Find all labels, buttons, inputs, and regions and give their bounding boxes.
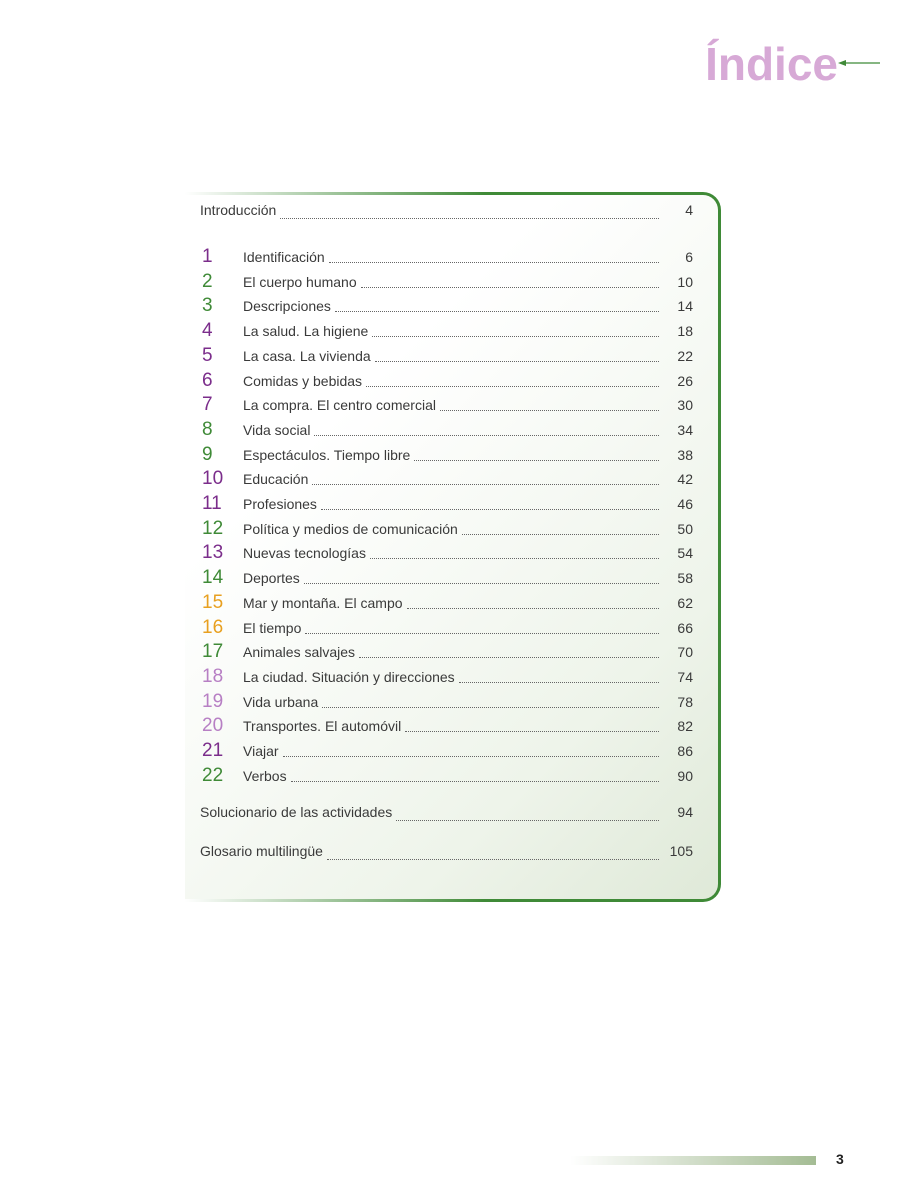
leader-dots (361, 286, 659, 288)
toc-page: 18 (677, 323, 693, 340)
toc-page: 10 (677, 273, 693, 290)
leader-dots (322, 706, 659, 708)
leader-dots (329, 261, 659, 263)
toc-page: 50 (677, 520, 693, 537)
toc-page: 82 (677, 718, 693, 735)
arrow-left-icon (838, 58, 880, 68)
toc-chapter-row[interactable] (200, 740, 693, 762)
chapter-number: 21 (202, 740, 224, 761)
chapter-number: 10 (202, 468, 224, 490)
page-title: Índice (705, 38, 838, 90)
toc-chapter-row[interactable] (200, 641, 693, 663)
leader-dots (414, 459, 659, 461)
toc-chapter-row[interactable] (200, 617, 693, 639)
toc-chapter-row[interactable] (200, 320, 693, 342)
chapter-number: 19 (202, 690, 224, 712)
chapter-number: 16 (202, 616, 224, 638)
toc-page: 86 (677, 743, 693, 759)
toc-intro[interactable] (200, 202, 693, 224)
toc-label: El cuerpo humano (243, 273, 357, 290)
toc-label: Vida social (243, 421, 311, 438)
chapter-number: 13 (202, 542, 224, 564)
toc-chapter-row[interactable] (200, 518, 693, 540)
chapter-number: 11 (202, 493, 222, 514)
toc-page: 14 (677, 298, 693, 315)
toc-chapter-row[interactable] (200, 493, 693, 515)
toc-chapter-row[interactable] (200, 715, 693, 737)
panel-fade-bottom (185, 899, 485, 902)
panel-fade-top (185, 192, 485, 195)
leader-dots (372, 335, 659, 337)
toc-page: 105 (669, 843, 693, 859)
toc-page: 46 (677, 496, 693, 512)
toc-chapter-row[interactable] (200, 419, 693, 441)
toc-page: 6 (685, 249, 693, 265)
toc-label: Educación (243, 471, 309, 488)
toc-page: 58 (677, 570, 693, 587)
leader-dots (462, 533, 659, 535)
toc-chapter-row[interactable] (200, 370, 693, 392)
toc-chapter-row[interactable] (200, 271, 693, 293)
toc-label: Comidas y bebidas (243, 372, 363, 389)
leader-dots (375, 360, 659, 362)
toc-label: La compra. El centro comercial (243, 397, 436, 414)
toc-label: Viajar (243, 743, 279, 759)
toc-label: Espectáculos. Tiempo libre (243, 446, 411, 463)
leader-dots (304, 582, 659, 584)
toc-label: La salud. La higiene (243, 323, 369, 340)
toc-chapter-row[interactable] (200, 592, 693, 614)
leader-dots (459, 681, 659, 683)
toc-chapter-row[interactable] (200, 246, 693, 268)
toc-label: Descripciones (243, 298, 331, 315)
chapter-number: 17 (202, 641, 224, 663)
toc-label: La ciudad. Situación y direcciones (243, 668, 455, 685)
chapter-number: 15 (202, 591, 224, 613)
leader-dots (280, 217, 659, 219)
toc-label: El tiempo (243, 619, 302, 636)
toc-chapter-row[interactable] (200, 394, 693, 416)
leader-dots (440, 409, 659, 411)
toc-label: Política y medios de comunicación (243, 520, 458, 537)
leader-dots (291, 780, 659, 782)
toc-glossary[interactable] (200, 843, 693, 865)
leader-dots (366, 385, 659, 387)
toc-page: 22 (677, 347, 693, 364)
toc-chapter-row[interactable] (200, 542, 693, 564)
chapter-number: 20 (202, 715, 224, 737)
toc-page: 54 (677, 545, 693, 562)
chapter-number: 12 (202, 517, 224, 539)
chapter-number: 3 (202, 295, 213, 317)
chapter-number: 14 (202, 567, 224, 589)
toc-page: 30 (677, 397, 693, 414)
leader-dots (359, 656, 659, 658)
chapter-number: 9 (202, 443, 213, 465)
toc-label: La casa. La vivienda (243, 347, 371, 364)
toc-page: 38 (677, 446, 693, 463)
toc-label: Mar y montaña. El campo (243, 594, 403, 611)
toc-label: Identificación (243, 249, 325, 265)
toc-label: Animales salvajes (243, 644, 356, 661)
toc-label: Introducción (200, 202, 277, 218)
toc-chapter-row[interactable] (200, 567, 693, 589)
chapter-number: 4 (202, 320, 213, 342)
leader-dots (312, 483, 659, 485)
chapter-number: 18 (202, 665, 224, 687)
toc-page: 66 (677, 619, 693, 636)
toc-chapter-row[interactable] (200, 468, 693, 490)
toc-page: 42 (677, 471, 693, 488)
toc-label: Nuevas tecnologías (243, 545, 366, 562)
page-number: 3 (836, 1151, 844, 1167)
toc-page: 26 (677, 372, 693, 389)
leader-dots (321, 508, 659, 510)
chapter-number: 1 (202, 246, 213, 267)
chapter-number: 8 (202, 418, 213, 440)
toc-solutions[interactable] (200, 804, 693, 826)
chapter-number: 2 (202, 270, 213, 292)
toc-label: Transportes. El automóvil (243, 718, 402, 735)
toc-chapter-row[interactable] (200, 691, 693, 713)
leader-dots (405, 730, 659, 732)
chapter-number: 5 (202, 344, 213, 366)
toc-page: 4 (685, 202, 693, 218)
leader-dots (327, 858, 659, 860)
chapter-number: 7 (202, 394, 213, 416)
toc-page: 78 (677, 693, 693, 710)
toc-chapter-row[interactable] (200, 444, 693, 466)
toc-page: 74 (677, 668, 693, 685)
chapter-number: 6 (202, 369, 213, 391)
leader-dots (396, 819, 659, 821)
toc-chapter-row[interactable] (200, 666, 693, 688)
toc-page: 90 (677, 767, 693, 784)
toc-page: 70 (677, 644, 693, 661)
footer-bar (570, 1156, 816, 1165)
leader-dots (407, 607, 659, 609)
leader-dots (335, 310, 659, 312)
toc-chapter-row[interactable] (200, 765, 693, 787)
toc-chapter-row[interactable] (200, 345, 693, 367)
toc-label: Deportes (243, 570, 300, 587)
leader-dots (283, 755, 659, 757)
toc-chapter-row[interactable] (200, 295, 693, 317)
leader-dots (305, 632, 659, 634)
toc-label: Vida urbana (243, 693, 319, 710)
toc-page: 94 (677, 804, 693, 820)
toc-label: Profesiones (243, 496, 317, 512)
leader-dots (314, 434, 659, 436)
chapter-number: 22 (202, 764, 224, 786)
toc-label: Solucionario de las actividades (200, 804, 393, 820)
leader-dots (370, 557, 659, 559)
toc-page: 34 (677, 421, 693, 438)
toc-label: Verbos (243, 767, 287, 784)
toc-page: 62 (677, 594, 693, 611)
toc-label: Glosario multilingüe (200, 843, 323, 859)
